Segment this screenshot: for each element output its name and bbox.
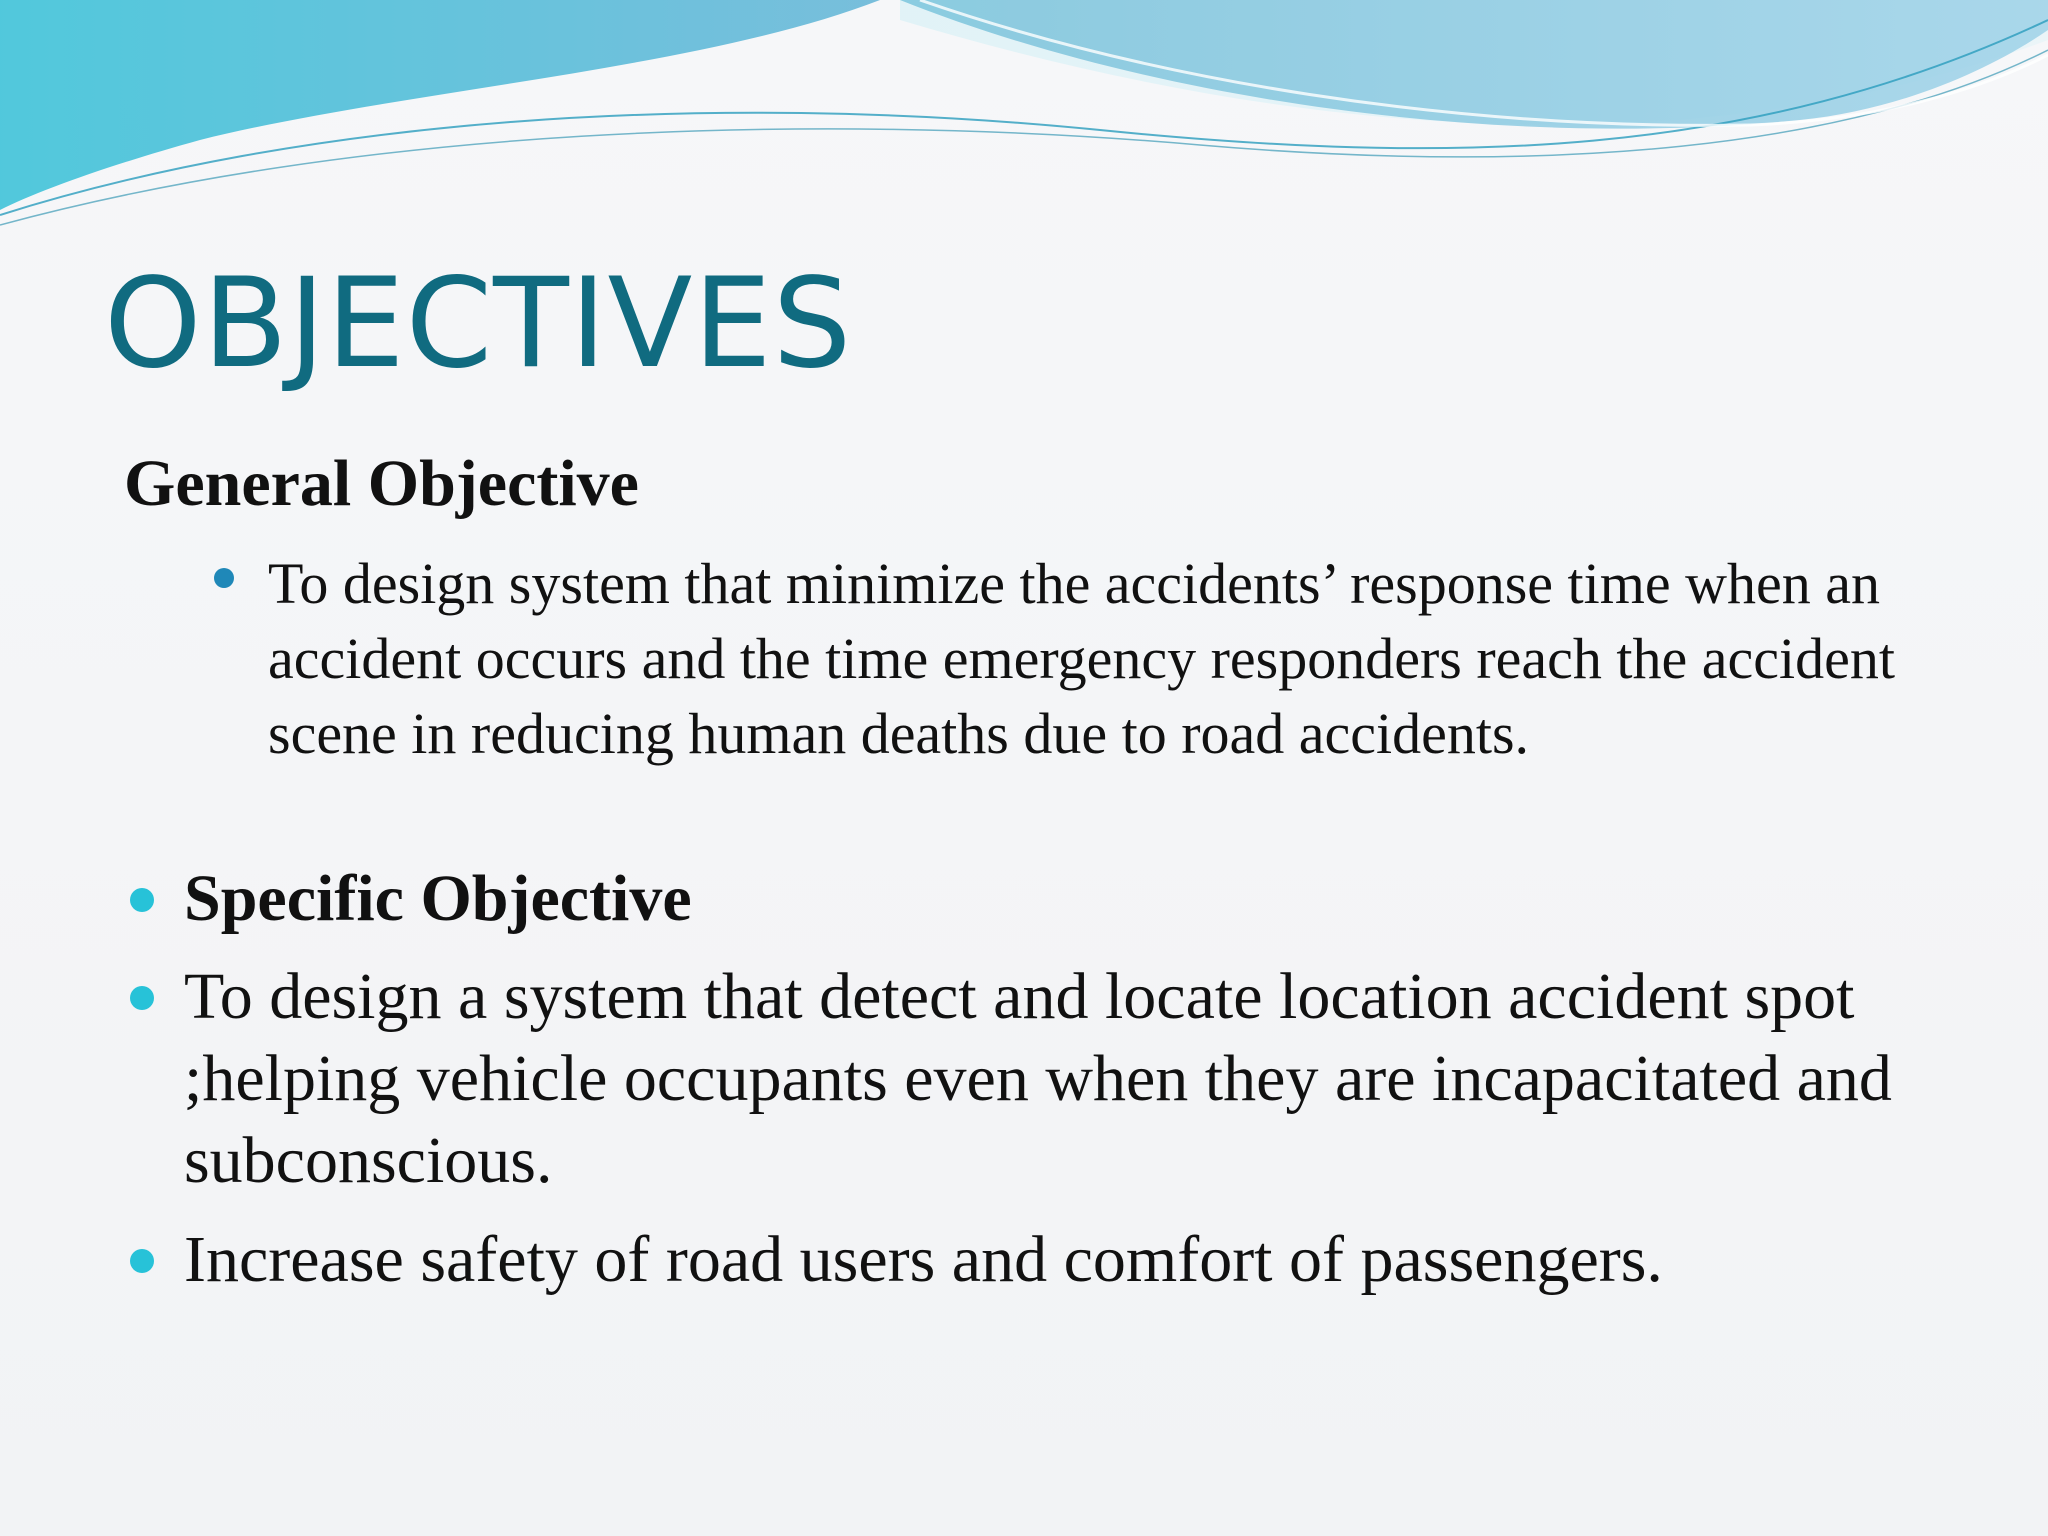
specific-objective-heading: Specific Objective xyxy=(184,862,692,935)
bullet-icon xyxy=(130,1249,154,1273)
bullet-icon xyxy=(130,986,154,1010)
bullet-icon xyxy=(214,568,234,588)
specific-objective-text: To design a system that detect and locate location accident spot ;helping vehicle occupants even when they are incapacitated and subconscious. xyxy=(184,960,1892,1197)
general-objective-text: To design system that minimize the accidents’ response time when an accident occurs and the time emergency responders reach the accident scene in reducing human deaths due to road accidents. xyxy=(268,551,1895,766)
slide-title: OBJECTIVES xyxy=(104,252,853,396)
bullet-icon xyxy=(130,888,154,912)
general-objective-heading: General Objective xyxy=(124,447,639,520)
safety-objective-text: Increase safety of road users and comfort of passengers. xyxy=(184,1223,1663,1296)
